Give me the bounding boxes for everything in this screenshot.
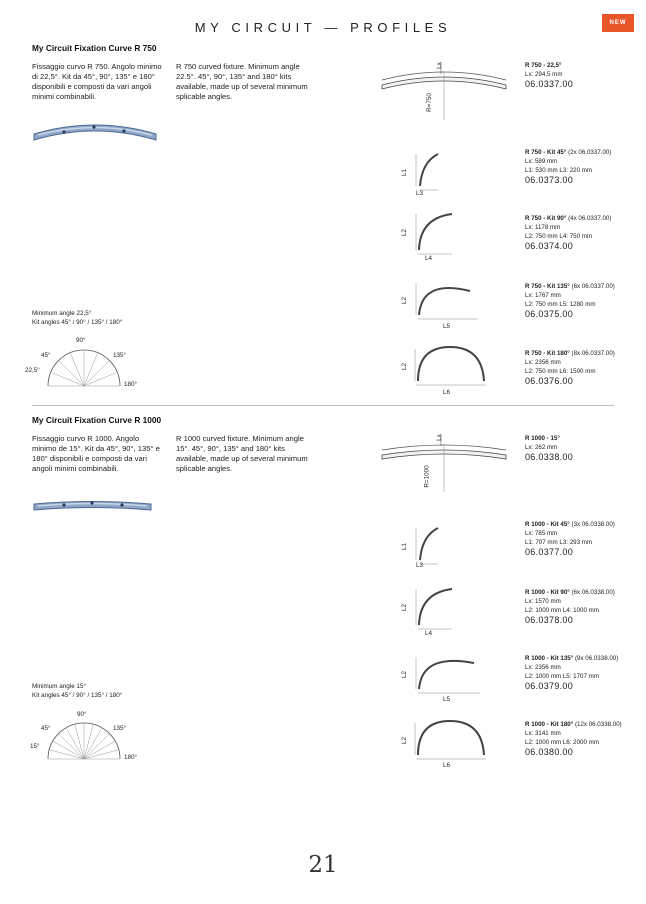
angle-180-label: 180° (124, 754, 138, 761)
product-detail: (6x 06.0338.00) (571, 589, 615, 596)
kit-drawing-r1000-180 (412, 719, 512, 764)
product-r1000-4 (525, 720, 640, 757)
product-code: 06.0379.00 (525, 681, 574, 691)
product-r1000-1 (525, 520, 640, 557)
kit-label-v: L2 (401, 603, 409, 612)
product-dimensions: L2: 750 mm L6: 1500 mm (525, 368, 596, 375)
product-name: R 1000 - Kit 90° (525, 589, 570, 596)
angle-diagram-r750 (44, 345, 127, 390)
kit-label-v: L1 (401, 542, 409, 551)
product-name: R 750 - Kit 135° (525, 283, 570, 290)
kit-label-h: L5 (443, 696, 451, 703)
kit-drawing-r750-90 (412, 210, 512, 258)
product-r1000-2 (525, 588, 640, 625)
kit-drawing-r1000-45 (412, 524, 512, 572)
product-length: Lx: 785 mm (525, 530, 558, 537)
product-name: R 750 - Kit 45° (525, 149, 567, 156)
profile-lx-label-r1000: Lx (435, 434, 443, 441)
kit-angles-label-r750: Kit angles 45° / 90° / 135° / 180° (32, 319, 123, 326)
product-name: R 750 - Kit 90° (525, 215, 567, 222)
product-r750-1 (525, 148, 640, 185)
angle-90-label: 90° (76, 337, 86, 344)
product-r750-4 (525, 349, 640, 386)
kit-label-h: L5 (443, 323, 451, 330)
min-angle-label-r1000: Minimum angle 15° (32, 683, 86, 690)
product-dimensions: L2: 750 mm L4: 750 mm (525, 233, 593, 240)
kit-label-h: L4 (425, 630, 433, 637)
product-length: Lx: 589 mm (525, 158, 558, 165)
kit-label-v: L1 (401, 168, 409, 177)
kit-drawing-r750-135 (412, 279, 512, 323)
profile-photo-r1000 (30, 497, 155, 517)
profile-radius-label-r750: R=750 (425, 93, 433, 112)
kit-drawing-r1000-135 (412, 653, 512, 697)
section-title-r1000: My Circuit Fixation Curve R 1000 (32, 415, 162, 425)
kit-drawing-r750-45 (412, 150, 512, 198)
kit-label-v: L2 (401, 296, 409, 305)
kit-label-h: L6 (443, 389, 451, 396)
product-r750-3 (525, 282, 640, 319)
product-detail: (2x 06.0337.00) (568, 149, 612, 156)
product-code: 06.0380.00 (525, 747, 574, 757)
product-dimensions: L2: 750 mm L5: 1280 mm (525, 301, 596, 308)
product-r1000-0 (525, 434, 640, 462)
product-length: Lx: 1570 mm (525, 598, 561, 605)
kit-drawing-r1000-90 (412, 585, 512, 633)
angle-min-label: 15° (30, 743, 40, 750)
product-code: 06.0377.00 (525, 547, 574, 557)
kit-label-v: L2 (401, 670, 409, 679)
kit-angles-label-r1000: Kit angles 45° / 90° / 135° / 180° (32, 692, 123, 699)
product-length: Lx: 2356 mm (525, 664, 561, 671)
product-length: Lx: 1767 mm (525, 292, 561, 299)
product-length: Lx: 2356 mm (525, 359, 561, 366)
product-code: 06.0337.00 (525, 79, 574, 89)
product-detail: (12x 06.0338.00) (574, 721, 622, 728)
angle-135-label: 135° (113, 725, 127, 732)
product-code: 06.0374.00 (525, 241, 574, 251)
description-italian-r1000: Fissaggio curvo R 1000. Angolo minimo de 15°. Kit da 45°, 90°, 135° e 180° disponibili e composti da vari angoli minimi combinabili. (32, 434, 160, 473)
product-dimensions: L2: 1000 mm L6: 2000 mm (525, 739, 599, 746)
product-detail: (8x 06.0337.00) (571, 350, 615, 357)
product-detail: (4x 06.0337.00) (568, 215, 612, 222)
product-r750-0 (525, 61, 640, 89)
kit-drawing-r750-180 (412, 345, 512, 390)
product-dimensions: L2: 1000 mm L5: 1707 mm (525, 673, 599, 680)
kit-label-v: L2 (401, 228, 409, 237)
product-code: 06.0338.00 (525, 452, 574, 462)
profile-photo-r750 (30, 118, 160, 148)
angle-135-label: 135° (113, 352, 127, 359)
product-dimensions: L2: 1000 mm L4: 1000 mm (525, 607, 599, 614)
product-dimensions: L1: 707 mm L3: 293 mm (525, 539, 593, 546)
kit-label-h: L3 (416, 190, 424, 197)
profile-radius-label-r1000: R=1000 (423, 465, 431, 488)
angle-180-label: 180° (124, 381, 138, 388)
product-code: 06.0376.00 (525, 376, 574, 386)
product-detail: (3x 06.0338.00) (571, 521, 615, 528)
angle-45-label: 45° (41, 725, 51, 732)
product-name: R 750 - Kit 180° (525, 350, 570, 357)
kit-label-h: L4 (425, 255, 433, 262)
kit-label-v: L2 (401, 362, 409, 371)
product-dimensions: L1: 530 mm L3: 220 mm (525, 167, 593, 174)
angle-diagram-r1000 (44, 718, 127, 763)
product-detail: (9x 06.0338.00) (574, 655, 619, 662)
angle-min-label: 22,5° (25, 367, 40, 374)
product-code: 06.0375.00 (525, 309, 574, 319)
kit-label-v: L2 (401, 736, 409, 745)
description-english-r1000: R 1000 curved fixture. Minimum angle 15°. 45°, 90°, 135° and 180° kits available, made up of several minimum splicable angles. (176, 434, 308, 473)
angle-45-label: 45° (41, 352, 51, 359)
profile-lx-label-r750: Lx (435, 62, 443, 69)
product-name: R 750 - 22,5° (525, 62, 562, 69)
product-code: 06.0373.00 (525, 175, 574, 185)
kit-label-h: L3 (416, 562, 424, 569)
new-badge: NEW (602, 14, 634, 32)
product-length: Lx: 262 mm (525, 444, 558, 451)
product-length: Lx: 1178 mm (525, 224, 561, 231)
description-italian-r750: Fissaggio curvo R 750. Angolo minimo di 22,5°. Kit da 45°, 90°, 135° e 180° disponibili e composti da vari angoli minimi combinabili. (32, 62, 162, 101)
section-divider (32, 405, 614, 406)
product-r750-2 (525, 214, 640, 251)
page-number: 21 (308, 852, 338, 878)
section-title-r750: My Circuit Fixation Curve R 750 (32, 43, 157, 53)
page-header-title: MY CIRCUIT — PROFILES (194, 20, 452, 35)
product-name: R 1000 - Kit 180° (525, 721, 574, 728)
product-name: R 1000 - Kit 45° (525, 521, 570, 528)
angle-90-label: 90° (77, 711, 87, 718)
min-angle-label-r750: Minimum angle 22,5° (32, 310, 92, 317)
product-name: R 1000 - 15° (525, 435, 560, 442)
product-r1000-3 (525, 654, 640, 691)
profile-drawing-r1000 (378, 430, 510, 492)
profile-drawing-r750 (378, 58, 510, 120)
product-detail: (6x 06.0337.00) (571, 283, 615, 290)
product-length: Lx: 294,5 mm (525, 71, 563, 78)
description-english-r750: R 750 curved fixture. Minimum angle 22.5°. 45°, 90°, 135° and 180° kits available, made up of several minimum splicable angles. (176, 62, 308, 101)
product-name: R 1000 - Kit 135° (525, 655, 574, 662)
product-code: 06.0378.00 (525, 615, 574, 625)
product-length: Lx: 3141 mm (525, 730, 561, 737)
kit-label-h: L6 (443, 762, 451, 769)
